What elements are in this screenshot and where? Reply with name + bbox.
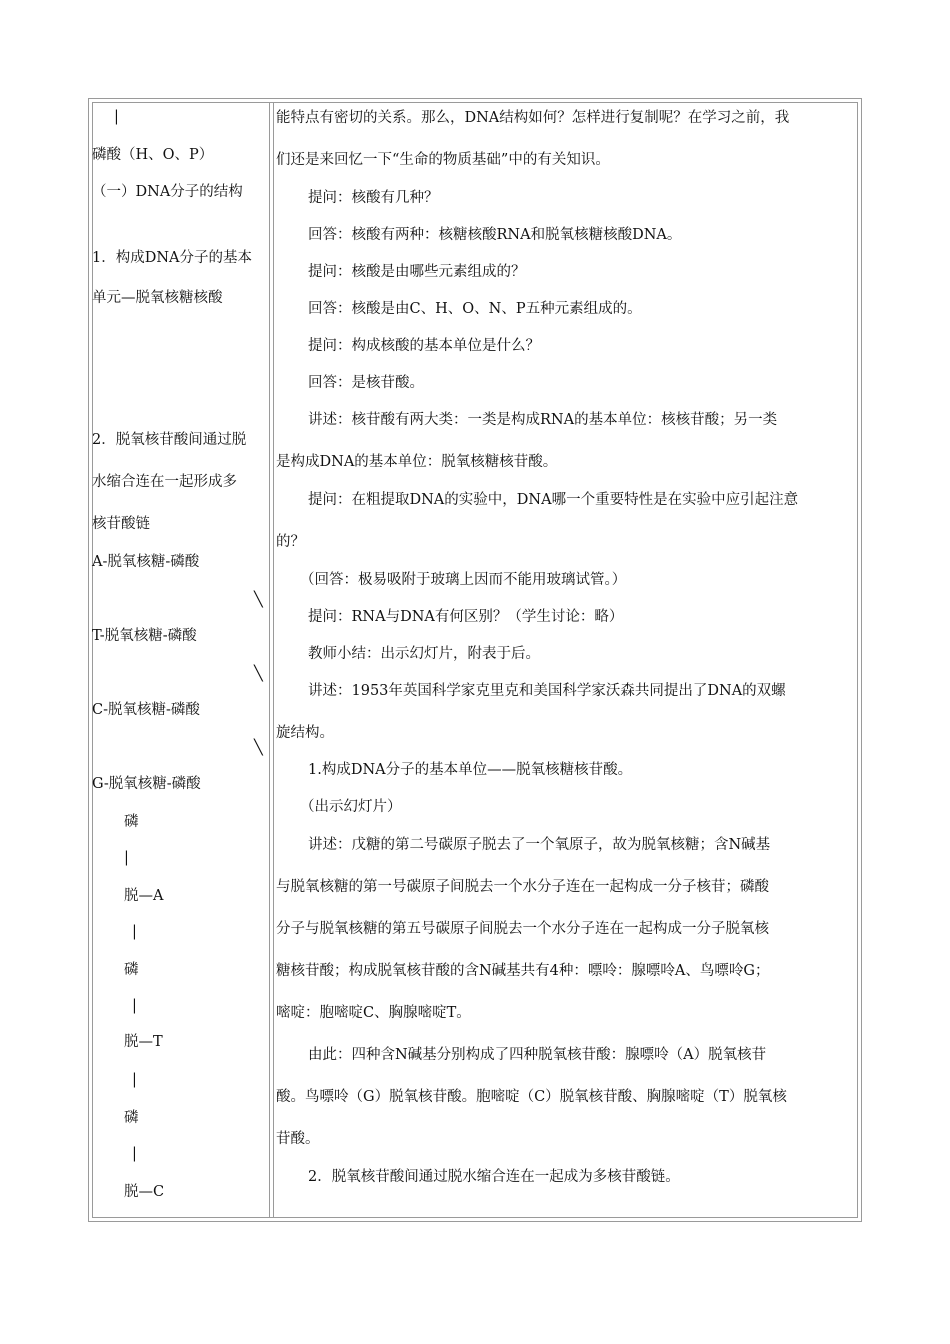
left-column-line: 单元—脱氧核糖核酸 — [92, 290, 223, 306]
right-column-line: 提问：在粗提取DNA的实验中，DNA哪一个重要特性是在实验中应引起注意 — [308, 492, 799, 508]
right-column-line: 旋结构。 — [276, 725, 334, 741]
right-column-line: 教师小结：出示幻灯片，附表于后。 — [308, 646, 540, 662]
column-divider — [273, 102, 274, 1218]
right-column-line: 回答：核酸是由C、H、O、N、P五种元素组成的。 — [308, 301, 642, 317]
right-column-line: （回答：极易吸附于玻璃上因而不能用玻璃试管。） — [300, 572, 627, 588]
left-column-line: ╲ — [254, 740, 263, 756]
right-column-line: 提问：RNA与DNA有何区别？（学生讨论：略） — [308, 609, 624, 625]
left-column-line: T-脱氧核糖-磷酸 — [92, 628, 197, 644]
left-column-line: 磷 — [124, 962, 139, 978]
left-column-line: ╲ — [254, 592, 263, 608]
right-column-line: 苷酸。 — [276, 1131, 320, 1147]
left-column-line: 水缩合连在一起形成多 — [92, 474, 237, 490]
right-column-line: 提问：构成核酸的基本单位是什么？ — [308, 338, 540, 354]
right-column-line: 2．脱氧核苷酸间通过脱水缩合连在一起成为多核苷酸链。 — [308, 1169, 680, 1185]
left-column-line: 脱—A — [124, 888, 164, 904]
right-column-line: （出示幻灯片） — [300, 799, 402, 815]
right-column-line: 回答：核酸有两种：核糖核酸RNA和脱氧核糖核酸DNA。 — [308, 227, 682, 243]
left-column-line: 磷酸（H、O、P） — [92, 147, 214, 163]
left-column-line: 2．脱氧核苷酸间通过脱 — [92, 432, 247, 448]
left-column-line: | — [132, 998, 137, 1014]
left-column-line: | — [124, 850, 129, 866]
left-column-line: 1．构成DNA分子的基本 — [92, 250, 253, 266]
left-column-line: 脱—T — [124, 1034, 163, 1050]
right-column-line: 是构成DNA的基本单位：脱氧核糖核苷酸。 — [276, 454, 558, 470]
right-column-line: 分子与脱氧核糖的第五号碳原子间脱去一个水分子连在一起构成一分子脱氧核 — [276, 921, 769, 937]
right-column-line: 讲述：戊糖的第二号碳原子脱去了一个氧原子，故为脱氧核糖；含N碱基 — [308, 837, 771, 853]
right-column-line: 讲述：1953年英国科学家克里克和美国科学家沃森共同提出了DNA的双螺 — [308, 683, 786, 699]
column-divider — [269, 102, 270, 1218]
left-column-line: 核苷酸链 — [92, 516, 150, 532]
right-column-line: 1.构成DNA分子的基本单位——脱氧核糖核苷酸。 — [308, 762, 633, 778]
left-column-line: （一）DNA分子的结构 — [92, 184, 243, 200]
right-column-line: 由此：四种含N碱基分别构成了四种脱氧核苷酸：腺嘌呤（A）脱氧核苷 — [308, 1047, 767, 1063]
right-column-line: 提问：核酸是由哪些元素组成的？ — [308, 264, 526, 280]
left-column-line: A-脱氧核糖-磷酸 — [92, 554, 200, 570]
right-column-line: 与脱氧核糖的第一号碳原子间脱去一个水分子连在一起构成一分子核苷；磷酸 — [276, 879, 769, 895]
left-column-line: | — [114, 109, 119, 125]
right-column-line: 糖核苷酸；构成脱氧核苷酸的含N碱基共有4种：嘌呤：腺嘌呤A、鸟嘌呤G； — [276, 963, 770, 979]
right-column-line: 嘧啶：胞嘧啶C、胸腺嘧啶T。 — [276, 1005, 471, 1021]
left-column-line: 磷 — [124, 1110, 139, 1126]
left-column-line: C-脱氧核糖-磷酸 — [92, 702, 200, 718]
right-column-line: 们还是来回忆一下“生命的物质基础”中的有关知识。 — [276, 152, 610, 168]
left-column-line: 脱—C — [124, 1184, 165, 1200]
left-column-line: | — [132, 924, 137, 940]
right-column-line: 回答：是核苷酸。 — [308, 375, 424, 391]
right-column-line: 讲述：核苷酸有两大类：一类是构成RNA的基本单位：核核苷酸；另一类 — [308, 412, 778, 428]
left-column-line: 磷 — [124, 814, 139, 830]
right-column-line: 酸。鸟嘌呤（G）脱氧核苷酸。胞嘧啶（C）脱氧核苷酸、胸腺嘧啶（T）脱氧核 — [276, 1089, 787, 1105]
left-column-line: ╲ — [254, 666, 263, 682]
left-column-line: G-脱氧核糖-磷酸 — [92, 776, 201, 792]
right-column-line: 提问：核酸有几种？ — [308, 190, 439, 206]
right-column-line: 能特点有密切的关系。那么，DNA结构如何？怎样进行复制呢？在学习之前，我 — [276, 110, 790, 126]
right-column-line: 的？ — [276, 534, 305, 550]
left-column-line: | — [132, 1146, 137, 1162]
left-column-line: | — [132, 1072, 137, 1088]
